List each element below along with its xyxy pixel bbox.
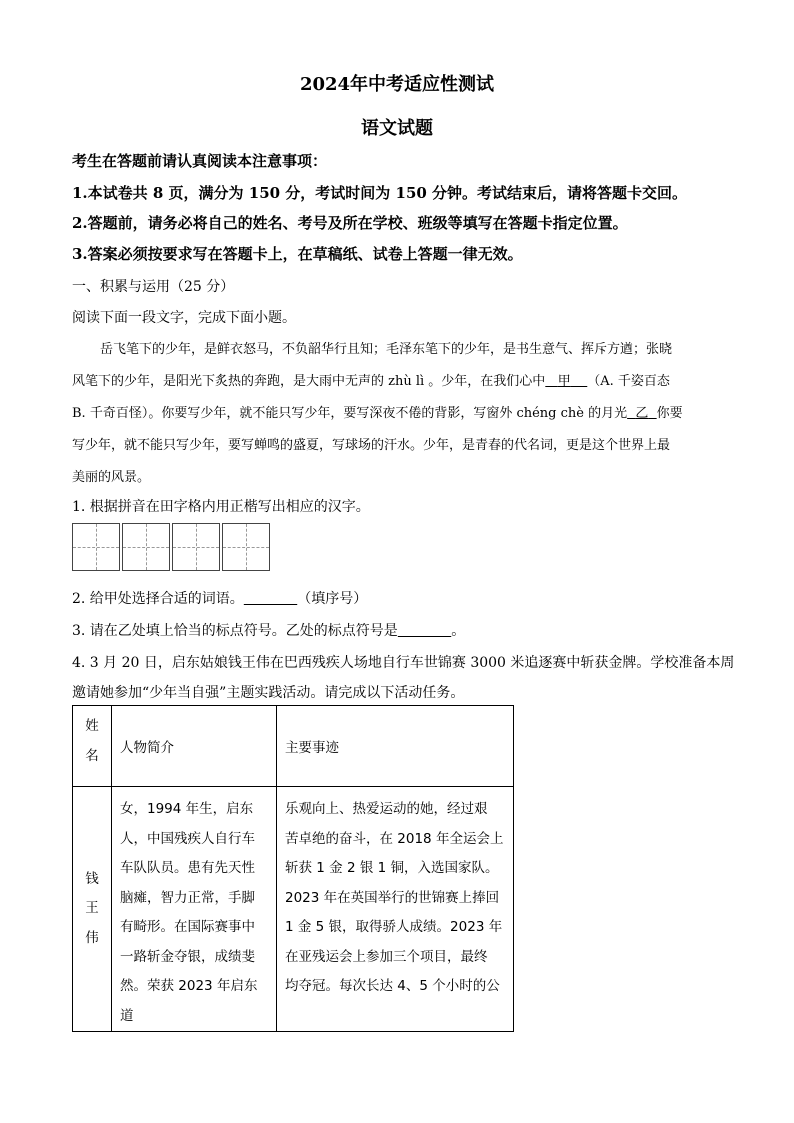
question-3-end: 。	[451, 623, 466, 639]
intro-line: 脑瘫，智力正常，手脚	[120, 889, 255, 906]
answer-blank-2[interactable]	[244, 591, 297, 607]
question-4-line-2: 邀请她参加“少年当自强”主题实践活动。请完成以下活动任务。	[72, 685, 465, 701]
notice-heading: 考生在答题前请认真阅读本注意事项：	[72, 152, 328, 170]
person-name-char-2: 王	[85, 900, 99, 917]
passage-line-3-end: 你要	[656, 406, 683, 421]
table-row	[73, 787, 514, 1032]
intro-line: 有畸形。在国际赛事中	[120, 919, 255, 935]
notice-item-2: 2.答题前，请务必将自己的姓名、考号及所在学校、班级等填写在答题卡指定位置。	[72, 214, 628, 232]
section-heading: 一、积累与运用（25 分）	[72, 279, 235, 295]
question-1: 1. 根据拼音在田字格内用正楷写出相应的汉字。	[72, 499, 370, 515]
tianzige-cell[interactable]	[172, 523, 220, 571]
intro-line: 女，1994 年生，启东	[120, 801, 254, 817]
passage-line-2-text: 风笔下的少年，是阳光下炙热的奔跑，是大雨中无声的 zhù lì 。少年，在我们心中	[72, 374, 546, 389]
passage-line-3-text: B. 千奇百怪）。你要写少年，就不能只写少年，要写深夜不倦的背影，写窗外 chéng chè 的月光	[72, 406, 628, 421]
header-intro: 人物简介	[112, 706, 277, 787]
blank-jia-label: 甲	[557, 374, 571, 389]
blank-jia	[545, 374, 587, 389]
header-name-char-2: 名	[85, 747, 99, 764]
deeds-line: 乐观向上、热爱运动的她，经过艰	[285, 801, 488, 817]
tianzige-cell[interactable]	[72, 523, 120, 571]
passage-line-2	[72, 370, 670, 389]
deeds-line: 1 金 5 银，取得骄人成绩。2023 年	[285, 919, 503, 935]
answer-blank-3[interactable]	[398, 623, 451, 639]
intro-line: 一路斩金夺银，成绩斐	[120, 948, 255, 965]
notice-item-3: 3.答案必须按要求写在答题卡上，在草稿纸、试卷上答题一律无效。	[72, 245, 523, 263]
passage-line-2-option: （A. 千姿百态	[587, 374, 670, 389]
person-name	[73, 787, 112, 1032]
intro-line: 车队队员。患有先天性	[120, 860, 255, 876]
question-2-hint: （填序号）	[297, 591, 368, 607]
header-name	[73, 706, 112, 787]
exam-title: 2024年中考适应性测试	[299, 74, 495, 95]
table-header-row	[73, 706, 514, 787]
tianzige-cell[interactable]	[122, 523, 170, 571]
passage-line-3	[72, 402, 683, 421]
person-name-char-3: 伟	[85, 929, 99, 946]
header-name-char-1: 姓	[85, 718, 99, 734]
subject-title: 语文试题	[361, 118, 433, 139]
tianzige-cell[interactable]	[222, 523, 270, 571]
person-name-char-1: 钱	[85, 870, 99, 887]
header-deeds: 主要事迹	[277, 706, 514, 787]
question-2	[72, 588, 367, 608]
person-deeds	[277, 787, 514, 1032]
deeds-line: 在亚残运会上参加三个项目，最终	[285, 948, 488, 965]
question-3-text: 3. 请在乙处填上恰当的标点符号。乙处的标点符号是	[72, 623, 398, 639]
intro-line: 然。荣获 2023 年启东道	[120, 978, 258, 1024]
question-4-line-1: 4. 3 月 20 日，启东姑娘钱王伟在巴西残疾人场地自行车世锦赛 3000 米追逐赛中斩获金牌。学校准备本周	[72, 655, 735, 671]
blank-yi	[627, 406, 657, 421]
deeds-line: 2023 年在英国举行的世锦赛上捧回	[285, 889, 500, 906]
passage-line-1: 岳飞笔下的少年，是鲜衣怒马，不负韶华行且知；毛泽东笔下的少年，是书生意气、挥斥方遒；张晓	[100, 342, 673, 357]
deeds-line: 均夺冠。每次长达 4、5 个小时的公	[285, 978, 500, 994]
question-2-text: 2. 给甲处选择合适的词语。	[72, 591, 244, 607]
deeds-line: 斩获 1 金 2 银 1 铜，入选国家队。	[285, 860, 499, 876]
passage-line-5: 美丽的风景。	[72, 470, 151, 485]
blank-yi-label: 乙	[635, 406, 649, 421]
person-intro	[112, 787, 277, 1032]
tianzige-grid	[72, 523, 272, 571]
section-instruction: 阅读下面一段文字，完成下面小题。	[72, 310, 296, 326]
deeds-line: 苦卓绝的奋斗，在 2018 年全运会上	[285, 830, 504, 847]
question-3	[72, 620, 465, 640]
profile-table	[72, 705, 514, 1032]
passage-line-4: 写少年，就不能只写少年，要写蝉鸣的盛夏，写球场的汗水。少年，是青春的代名词，更是这个世界上最	[72, 438, 671, 453]
intro-line: 人，中国残疾人自行车	[120, 830, 255, 847]
notice-item-1: 1.本试卷共 8 页，满分为 150 分，考试时间为 150 分钟。考试结束后，请将答题卡交回。	[72, 184, 688, 202]
